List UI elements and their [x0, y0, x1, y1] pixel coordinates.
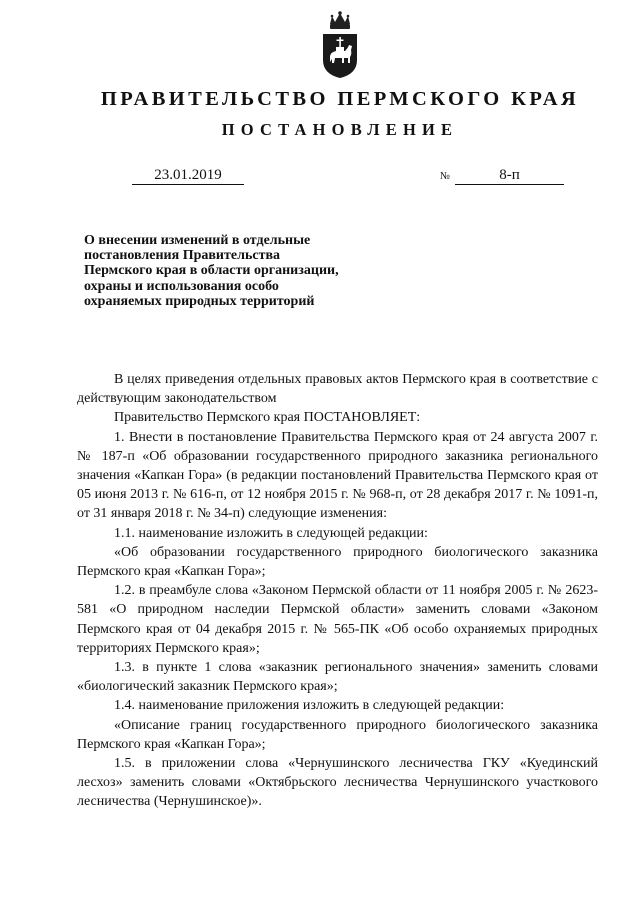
subject-line: постановления Правительства: [84, 248, 280, 264]
clause-1-4-paragraph: 1.4. наименование приложения изложить в следующей редакции:: [114, 698, 505, 714]
subject-line: охраны и использования особо: [84, 278, 279, 294]
subject-line: О внесении изменений в отдельные: [84, 233, 311, 248]
preamble-paragraph: В целях приведения отдельных правовых актов Пермского края в соответствие с действующим законодательством: [77, 372, 598, 407]
clause-1-1-text-paragraph: «Об образовании государственного природного биологического заказника Пермского края «Капкан Гора»;: [77, 544, 598, 580]
resolution-paragraph: Правительство Пермского края ПОСТАНОВЛЯЕТ:: [114, 410, 421, 426]
clause-1-2-paragraph: 1.2. в преамбуле слова «Законом Пермской области от 11 ноября 2005 г. № 2623-581 «О природном наследии Пермской области» заменить словами «Законом Пермского края от 04 декабря 2015 г. № 565-ПК «Об особо охраняемых природных территориях Пермского края»;: [77, 583, 598, 656]
document-type: ПОСТАНОВЛЕНИЕ: [221, 120, 459, 139]
clause-1-5-paragraph: 1.5. в приложении слова «Чернушинского лесничества ГКУ «Куединский лесхоз» заменить словами «Октябрьского лесничества Чернушинского участкового лесничества (Чернушинское)».: [77, 756, 598, 810]
subject-line: охраняемых природных территорий: [84, 293, 315, 309]
clause-1-4-text-paragraph: «Описание границ государственного природного биологического заказника Пермского края «Капкан Гора»;: [77, 717, 598, 752]
document-body: [77, 370, 598, 812]
clause-1-3-paragraph: 1.3. в пункте 1 слова «заказник регионального значения» заменить словами «биологический заказник Пермского края»;: [77, 660, 598, 695]
document-date: 23.01.2019: [132, 166, 244, 185]
document-number: 8-п: [455, 166, 564, 185]
clause-1-paragraph: 1. Внести в постановление Правительства Пермского края от 24 августа 2007 г. № 187-п «Об образовании государственного природного заказника регионального значения «Капкан Гора» (в редакции постановлений Правительства Пермского края от 05 июня 2013 г. № 616-п, от 12 ноября 2015 г. № 968-п, от 28 декабря 2017 г. № 1091-п, от 31 января 2018 г. № 34-п) следующие изменения:: [77, 429, 598, 522]
subject-line: Пермского края в области организации,: [84, 263, 339, 279]
document-subject: [84, 233, 384, 309]
government-title: ПРАВИТЕЛЬСТВО ПЕРМСКОГО КРАЯ: [100, 88, 580, 110]
number-sign: №: [440, 171, 451, 182]
perm-krai-coat-of-arms-icon: [319, 10, 361, 80]
clause-1-1-paragraph: 1.1. наименование изложить в следующей редакции:: [114, 525, 428, 541]
